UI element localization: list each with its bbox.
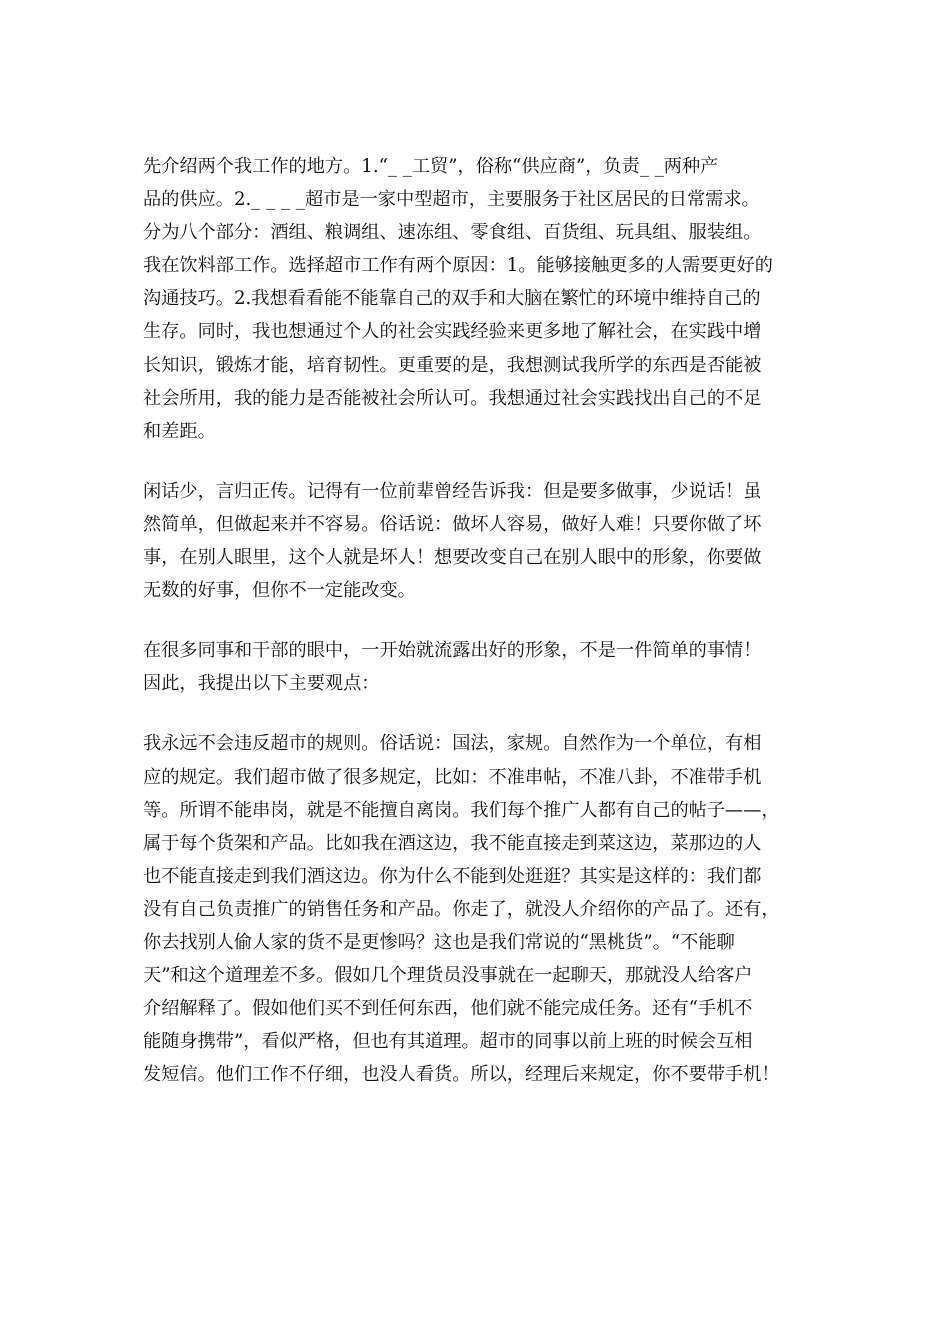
text-line: 和差距。 (143, 420, 216, 442)
text-line: 等。所谓不能串岗，就是不能擅自离岗。我们每个推广人都有自己的帖子——， (143, 799, 780, 821)
text-line: 应的规定。我们超市做了很多规定，比如：不准串帖，不准八卦，不准带手机 (143, 766, 762, 788)
text-line: 生存。同时，我也想通过个人的社会实践经验来更多地了解社会，在实践中增 (143, 321, 762, 343)
text-line: 能随身携带”，看似严格，但也有其道理。超市的同事以前上班的时候会互相 (143, 1031, 753, 1053)
text-line: 发短信。他们工作不仔细，也没人看货。所以，经理后来规定，你不要带手机！ (143, 1064, 780, 1086)
text-line: 事，在别人眼里，这个人就是坏人！想要改变自己在别人眼中的形象，你要做 (143, 547, 762, 569)
text-line: 闲话少，言归正传。记得有一位前辈曾经告诉我：但是要多做事，少说话！虽 (143, 480, 762, 502)
paragraph-intro (143, 150, 808, 448)
text-line: 我在饮料部工作。选择超市工作有两个原因：1。能够接触更多的人需要更好的 (143, 255, 773, 277)
text-line: 天”和这个道理差不多。假如几个理货员没事就在一起聊天，那就没人给客户 (143, 965, 753, 987)
text-line: 在很多同事和干部的眼中，一开始就流露出好的形象，不是一件简单的事情！ (143, 640, 762, 662)
text-line: 因此，我提出以下主要观点： (143, 673, 380, 695)
text-line: 介绍解释了。假如他们买不到任何东西，他们就不能完成任务。还有“手机不 (143, 998, 753, 1020)
text-line: 然简单，但做起来并不容易。俗话说：做坏人容易，做好人难！只要你做了坏 (143, 513, 762, 535)
text-line: 无数的好事，但你不一定能改变。 (143, 580, 416, 602)
text-line: 你去找别人偷人家的货不是更惨吗？这也是我们常说的“黑桃货”。“不能聊 (143, 931, 735, 953)
paragraph-rules (143, 727, 808, 1091)
paragraph-advice (143, 475, 808, 607)
document-page (143, 150, 808, 1091)
text-line: 社会所用，我的能力是否能被社会所认可。我想通过社会实践找出自己的不足 (143, 387, 762, 409)
text-line: 属于每个货架和产品。比如我在酒这边，我不能直接走到菜这边，菜那边的人 (143, 832, 762, 854)
paragraph-viewpoints (143, 634, 808, 700)
text-line: 也不能直接走到我们酒这边。你为什么不能到处逛逛？其实是这样的：我们都 (143, 865, 762, 887)
text-line: 没有自己负责推广的销售任务和产品。你走了，就没人介绍你的产品了。还有， (143, 898, 780, 920)
text-line: 长知识，锻炼才能，培育韧性。更重要的是，我想测试我所学的东西是否能被 (143, 354, 762, 376)
text-line: 品的供应。2._ _ _ _超市是一家中型超市，主要服务于社区居民的日常需求。 (143, 189, 760, 211)
text-line: 沟通技巧。2.我想看看能不能靠自己的双手和大脑在繁忙的环境中维持自己的 (143, 288, 761, 310)
text-line: 先介绍两个我工作的地方。1.“_ _工贸”，俗称“供应商”，负责_ _两种产 (143, 156, 719, 177)
text-line: 分为八个部分：酒组、粮调组、速冻组、零食组、百货组、玩具组、服装组。 (143, 222, 762, 244)
text-line: 我永远不会违反超市的规则。俗话说：国法，家规。自然作为一个单位，有相 (143, 733, 762, 755)
